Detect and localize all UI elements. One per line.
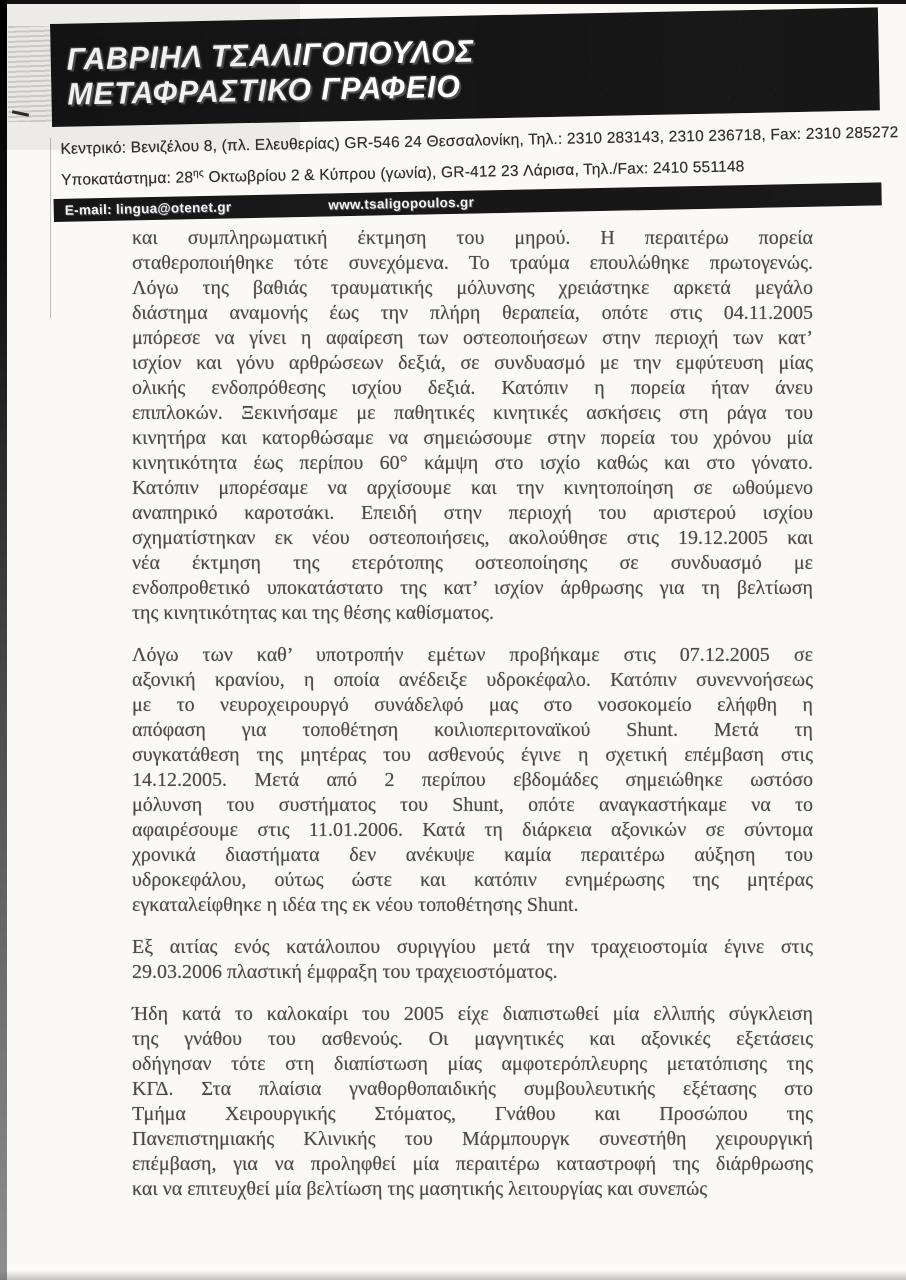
text-line: ισχίον και γόνυ αρθρώσεων δεξιά, σε συνδυασμό με την εμφύτευση μίας [132,352,813,374]
paragraph [132,935,813,985]
document-body [132,226,813,1219]
text-line: Λόγω της βαθιάς τραυματικής μόλυνσης χρειάστηκε αρκετά μεγάλο [132,277,813,299]
text-line: Τμήμα Χειρουργικής Στόματος, Γνάθου και Προσώπου της [132,1103,813,1125]
text-line: χρονικά διαστήματα δεν ανέκυψε καμία περαιτέρω αύξηση του [132,844,813,866]
text-line: μόλυνση του συστήματος του Shunt, οπότε αναγκαστήκαμε να το [132,794,813,816]
text-line: με το νευροχειρουργό συνάδελφό μας στο νοσοκομείο ελήφθη η [132,694,813,716]
text-line: διάστημα αναμονής έως την πλήρη θεραπεία, οπότε στις 04.11.2005 [132,302,813,324]
branch-prefix: Υποκατάστημα: 28 [60,169,194,189]
text-line: κινητήρα και κατορθώσαμε να σημειώσουμε στην πορεία του χρόνου μία [132,427,813,449]
text-line: υδροκεφάλου, ούτως ώστε και κατόπιν ενημέρωσης της μητέρας [132,869,813,891]
text-line: Κατόπιν μπορέσαμε να αρχίσουμε και την κινητοποίηση σε ωθούμενο [132,477,813,499]
text-line: κινητικότητα έως περίπου 60° κάμψη στο ισχίο καθώς και στο γόνατο. [132,452,813,474]
text-line: ΚΓΔ. Στα πλαίσια γναθορθοπαιδικής συμβουλευτικής εξέτασης στο [132,1078,813,1100]
text-line: σταθεροποιήθηκε τότε συνεχόμενα. Το τραύμα επουλώθηκε πρωτογενώς. [132,252,813,274]
text-line: ενδοπροθετικό υποκατάστατο της κατ’ ισχίον άρθρωσης για τη βελτίωση [132,577,813,599]
text-line: συγκατάθεση της μητέρας του ασθενούς έγινε η σχετική επέμβαση στις [132,744,813,766]
text-line: της γνάθου του ασθενούς. Οι μαγνητικές και αξονικές εξετάσεις [132,1028,813,1050]
text-line: εγκαταλείφθηκε η ιδέα της εκ νέου τοποθέτησης Shunt. [132,894,579,916]
ordinal-superscript: ης [193,167,205,180]
email-text: E-mail: lingua@otenet.gr [64,199,232,218]
text-line: αξονική κρανίου, η οποία ανέδειξε υδροκέφαλο. Κατόπιν συνεννοήσεως [132,669,813,691]
text-line: ολικής ενδοπρόθεσης ισχίου δεξιά. Κατόπιν η πορεία ήταν άνευ [132,377,813,399]
letterhead [50,7,899,222]
paragraph [132,643,813,918]
text-line: νέα έκτμηση της ετερότοπης οστεοποίησης σε συνδυασμό με [132,552,813,574]
text-line: Ήδη κατά το καλοκαίρι του 2005 είχε διαπιστωθεί μία ελλιπής σύγκλειση [132,1003,813,1025]
paragraph [132,226,813,626]
text-line: σχηματίστηκαν εκ νέου οστεοποιήσεις, ακολούθησε στις 19.12.2005 και [132,527,813,549]
text-line: απόφαση για τοποθέτηση κοιλιοπεριτοναϊκού Shunt. Μετά τη [132,719,813,741]
office-type: ΜΕΤΑΦΡΑΣΤΙΚΟ ΓΡΑΦΕΙΟ [67,68,462,112]
scan-artifact-fold-line [50,138,51,318]
letterhead-logo-band [50,7,880,127]
text-line: 14.12.2005. Μετά από 2 περίπου εβδομάδες σημειώθηκε ωστόσο [132,769,813,791]
text-line: Πανεπιστημιακής Κλινικής του Μάρμπουργκ συνεστήθη χειρουργική [132,1128,813,1150]
text-line: αναπηρικό καροτσάκι. Επειδή στην περιοχή του αριστερού ισχίου [132,502,813,524]
paragraph [132,1002,813,1202]
branch-rest: Οκτωβρίου 2 & Κύπρου (γωνία), GR-412 23 Λάρισα, Τηλ./Fax: 2410 551148 [203,158,745,187]
text-line: Λόγω των καθ’ υποτροπήν εμέτων προβήκαμε στις 07.12.2005 σε [132,644,813,666]
address-main: Κεντρικό: Βενιζέλου 8, (πλ. Ελευθερίας) GR-546 24 Θεσσαλονίκη, Τηλ.: 2310 283143, 2310 236718, Fax: 2310 285272 [60,124,899,158]
logo-text-block [50,7,880,112]
text-line: και συμπληρωματική έκτμηση του μηρού. Η περαιτέρω πορεία [132,227,813,249]
scan-artifact-left-edge [0,0,7,1280]
text-line: Εξ αιτίας ενός κατάλοιπου συριγγίου μετά την τραχειοστομία έγινε στις [132,936,813,958]
text-line: της κινητικότητας και της θέσης καθίσματος. [132,602,494,624]
website-text: www.tsaligopoulos.gr [328,194,475,213]
text-line: μπόρεσε να γίνει η αφαίρεση των οστεοποιήσεων στην περιοχή των κατ’ [132,327,813,349]
scan-artifact-smudge [8,26,52,122]
scan-artifact-bottom-shadow [0,1271,906,1280]
text-line: αφαιρέσουμε στις 11.01.2006. Κατά τη διάρκεια αξονικών σε σύντομα [132,819,813,841]
text-line: επιπλοκών. Ξεκινήσαμε με παθητικές κινητικές ασκήσεις στη ράγα του [132,402,813,424]
text-line: και να επιτευχθεί μία βελτίωση της μασητικής λειτουργίας και συνεπώς [132,1178,708,1200]
company-name: ΓΑΒΡΙΗΛ ΤΣΑΛΙΓΟΠΟΥΛΟΣ [66,33,475,77]
text-line: 29.03.2006 πλαστική έμφραξη του τραχειοστόματος. [132,961,558,983]
scan-artifact-top-edge [0,0,906,4]
text-line: επέμβαση, για να προληφθεί μία περαιτέρω καταστροφή της διάρθρωσης [132,1153,813,1175]
text-line: οδήγησαν τότε στη διαπίστωση μίας αμφοτερόπλευρης μετατόπισης της [132,1053,813,1075]
